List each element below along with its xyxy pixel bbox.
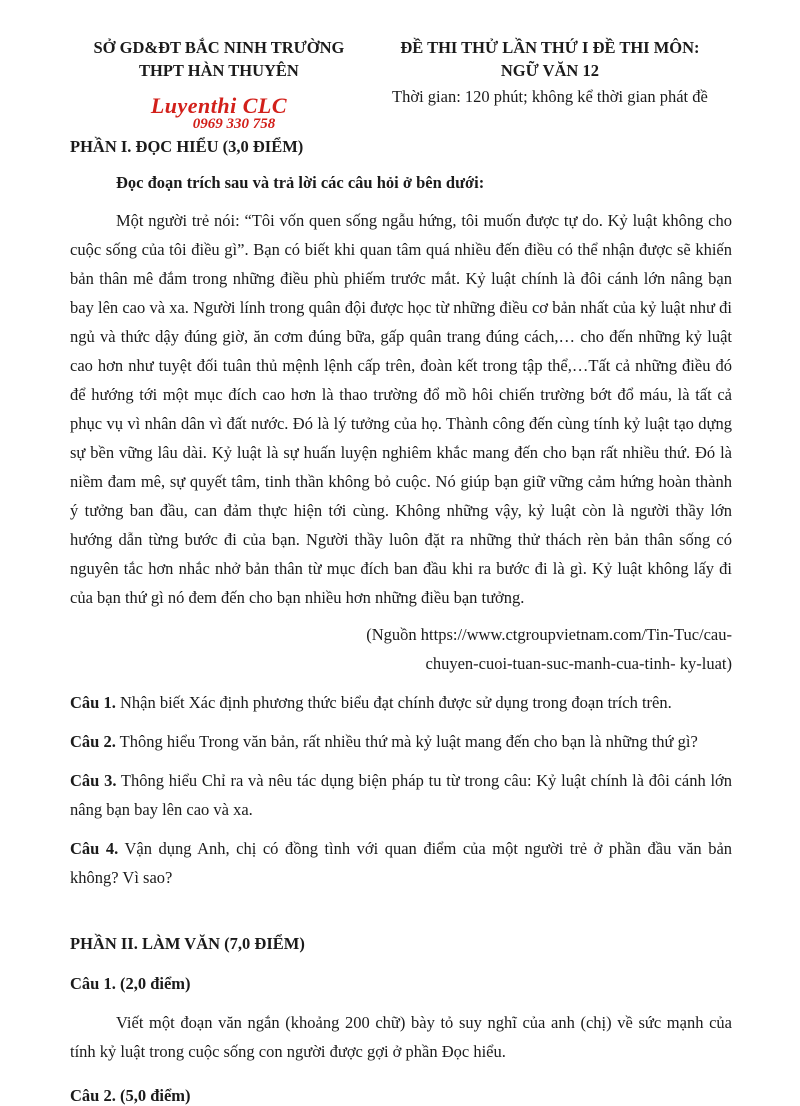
reading-instruction: Đọc đoạn trích sau và trả lời các câu hỏi ở bên dưới:: [116, 172, 485, 192]
question-2-text: Thông hiểu Trong văn bản, rất nhiều thứ mà kỷ luật mang đến cho bạn là những thứ gì?: [119, 731, 698, 751]
question-4: [70, 834, 732, 892]
exam-duration-note: Thời gian: 120 phút; không kể thời gian phát đề: [392, 87, 708, 106]
logo-brand-text: Luyenthi CLC: [150, 93, 288, 118]
logo-phone-number: 0969 330 758: [192, 116, 276, 133]
department-name: SỞ GD&ĐT BẮC NINH TRƯỜNG: [93, 38, 345, 57]
question-2: [70, 727, 732, 756]
question-2-label: Câu 2.: [70, 731, 116, 751]
question-4-label: Câu 4.: [70, 838, 119, 858]
document-header: [70, 36, 732, 133]
part1-heading: PHẦN I. ĐỌC HIỂU (3,0 ĐIỂM): [70, 136, 304, 156]
exam-subject: NGỮ VĂN 12: [500, 61, 599, 80]
passage-source-citation: [70, 620, 732, 678]
issuing-school-block: [70, 36, 368, 133]
part2-question-2-label: Câu 2. (5,0 điểm): [70, 1085, 191, 1105]
exam-title-block: [368, 36, 732, 110]
part2-heading: PHẦN II. LÀM VĂN (7,0 ĐIỂM): [70, 933, 305, 953]
exam-title-line1: ĐỀ THI THỬ LẦN THỨ I ĐỀ THI MÔN:: [400, 38, 700, 57]
source-line-2: chuyen-cuoi-tuan-suc-manh-cua-tinh- ky-luat): [425, 653, 732, 673]
question-3-label: Câu 3.: [70, 770, 117, 790]
source-line-1: (Nguồn https://www.ctgroupvietnam.com/Tin-Tuc/cau-: [366, 624, 732, 644]
question-3-text: Thông hiểu Chỉ ra và nêu tác dụng biện pháp tu từ trong câu: Kỷ luật chính là đôi cánh lớn nâng bạn bay lên cao và xa.: [70, 770, 732, 819]
part2-question-1-label: Câu 1. (2,0 điểm): [70, 973, 191, 993]
part2-question-1-text: Viết một đoạn văn ngắn (khoảng 200 chữ) bày tỏ suy nghĩ của anh (chị) về sức mạnh của tính kỷ luật trong cuộc sống con người được gợi ở phần Đọc hiểu.: [70, 1012, 732, 1061]
question-1: [70, 688, 732, 717]
question-1-label: Câu 1.: [70, 692, 116, 712]
question-1-text: Nhận biết Xác định phương thức biểu đạt chính được sử dụng trong đoạn trích trên.: [119, 692, 672, 712]
question-3: [70, 766, 732, 824]
question-4-text: Vận dụng Anh, chị có đồng tình với quan điểm của một người trẻ ở phần đầu văn bản không? Vì sao?: [70, 838, 733, 887]
school-name: THPT HÀN THUYÊN: [139, 61, 299, 80]
luyenthi-clc-logo: [70, 94, 368, 133]
reading-passage: Một người trẻ nói: “Tôi vốn quen sống ngẫu hứng, tôi muốn được tự do. Kỷ luật không cho cuộc sống của tôi điều gì”. Bạn có biết khi quan tâm quá nhiều đến điều có thể nhận được sẽ khiến bản thân mê đắm trong những điều phù phiếm trước mắt. Kỷ luật chính là đôi cánh lớn nâng bạn bay lên cao và xa. Người lính trong quân đội được học từ những điều cơ bản nhất của kỷ luật như đi ngủ và thức dậy đúng giờ, ăn cơm đúng bữa, gấp quân trang đúng cách,… cho đến những kỷ luật cao hơn như tuyệt đối tuân thủ mệnh lệnh cấp trên, đoàn kết trong tập thể,…Tất cả những điều đó để hướng tới một mục đích cao hơn là thao trường đổ mồ hôi chiến trường bớt đổ máu, là tất cả phục vụ vì nhân dân vì đất nước. Đó là lý tưởng của họ. Thành công đến cùng tính kỷ luật tạo dựng sự bền vững lâu dài. Kỷ luật là sự huấn luyện nghiêm khắc mang đến cho bạn rất nhiều thứ. Đó là niềm đam mê, sự quyết tâm, tinh thần không bỏ cuộc. Nó giúp bạn giữ vững cảm hứng hoàn thành ý tưởng ban đầu, can đảm thực hiện tới cùng. Không những vậy, kỷ luật còn là người thầy lớn hướng dẫn từng bước đi của bạn. Người thầy luôn đặt ra những thử thách rèn bản thân sống có nguyên tắc hơn nhắc nhở bản thân từ mục đích ban đầu khi ra bước đi là gì. Kỷ luật không lấy đi của bạn thứ gì nó đem đến cho bạn nhiều hơn những điều bạn tưởng.: [70, 210, 732, 607]
